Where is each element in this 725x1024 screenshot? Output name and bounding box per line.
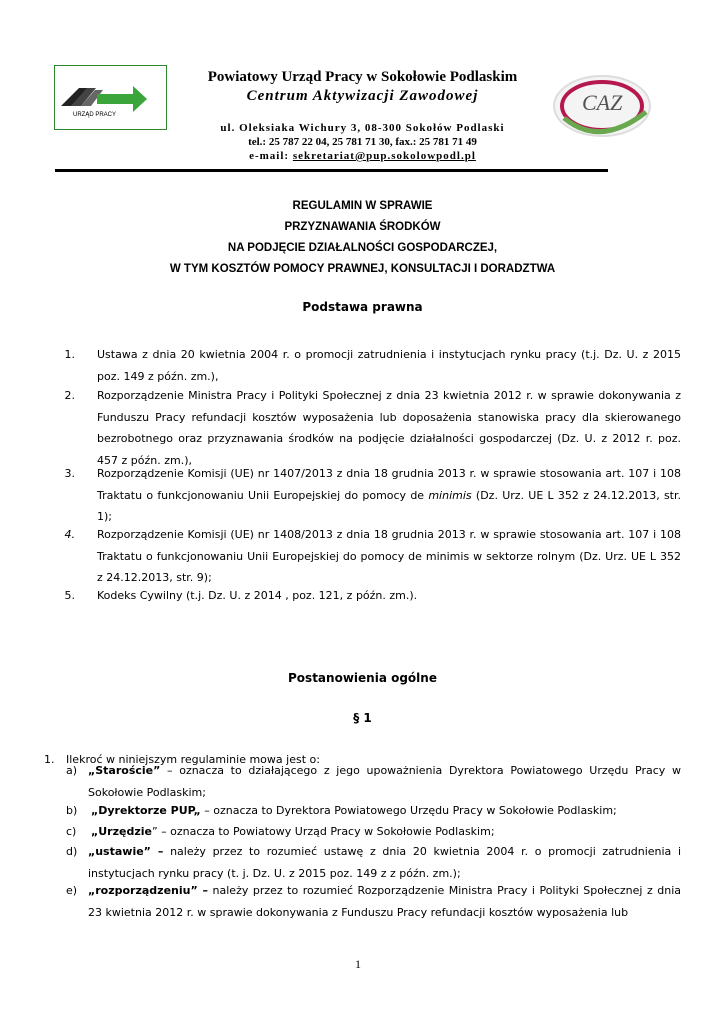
page-number: 1: [355, 957, 361, 971]
logo-text: URZĄD PRACY: [73, 112, 117, 118]
phones: tel.: 25 787 22 04, 25 781 71 30, fax.: 25 781 71 49: [248, 136, 477, 148]
definition-urzad: „Urzędzie” – oznacza to Powiatowy Urząd Pracy w Sokołowie Podlaskim;: [91, 825, 495, 838]
title-line-4: W TYM KOSZTÓW POMOCY PRAWNEJ, KONSULTACJI I DORADZTWA: [169, 263, 556, 275]
intro-number: 1.: [44, 753, 55, 766]
def-letter: d): [66, 845, 78, 858]
urzad-pracy-logo: [54, 65, 167, 130]
legal-item-1: Ustawa z dnia 20 kwietnia 2004 r. o promocji zatrudnienia i instytucjach rynku pracy (t.j. Dz. U. z 2015 poz. 149 z późn. zm.),: [97, 348, 681, 383]
definition-ustawa: „ustawie” – należy przez to rozumieć ustawę z dnia 20 kwietnia 2004 r. o promocji zatrudnienia i instytucjach rynku pracy (t. j. Dz. U. z 2015 poz. 149 z z późn. zm.);: [88, 845, 682, 880]
definition-dyrektor: „Dyrektorze PUP„ – oznacza to Dyrektora Powiatowego Urzędu Pracy w Sokołowie Podlaskim;: [91, 804, 617, 817]
title-line-3: NA PODJĘCIE DZIAŁALNOŚCI GOSPODARCZEJ,: [227, 242, 498, 254]
address: ul. Oleksiaka Wichury 3, 08-300 Sokołów Podlaski: [220, 122, 505, 134]
header-divider: [55, 169, 608, 172]
def-letter: b): [66, 804, 78, 817]
general-heading: Postanowienia ogólne: [288, 671, 437, 685]
list-number: 1.: [64, 348, 75, 361]
email-line: [180, 150, 545, 162]
list-number: 5.: [64, 589, 75, 602]
caz-text: CAZ: [582, 90, 623, 115]
org-name: Powiatowy Urząd Pracy w Sokołowie Podlaskim: [207, 69, 518, 85]
caz-logo: [550, 68, 658, 148]
legal-basis-heading: Podstawa prawna: [302, 300, 423, 314]
def-letter: a): [66, 764, 78, 777]
definition-starosta: „Staroście” – oznacza to działającego z jego upoważnienia Dyrektora Powiatowego Urzędu Pracy w Sokołowie Podlaskim;: [88, 764, 681, 799]
list-number: 3.: [64, 467, 75, 480]
intro-text: Ilekroć w niniejszym regulaminie mowa jest o:: [66, 753, 320, 766]
paragraph-sign: § 1: [353, 711, 372, 725]
email-link[interactable]: sekretariat@pup.sokolowpodl.pl: [292, 150, 476, 162]
def-letter: e): [66, 884, 78, 897]
document-title: [55, 196, 670, 280]
legal-item-5: Kodeks Cywilny (t.j. Dz. U. z 2014 , poz. 121, z późn. zm.).: [97, 589, 418, 602]
list-number: 4.: [64, 528, 75, 541]
legal-item-4: Rozporządzenie Komisji (UE) nr 1408/2013 z dnia 18 grudnia 2013 r. w sprawie stosowania art. 107 i 108 Traktatu o funkcjonowaniu Unii Europejskiej do pomocy de minimis w sektorze rolnym (Dz. Urz. UE L 352 z 24.12.2013, str. 9);: [97, 528, 681, 584]
legal-item-2: Rozporządzenie Ministra Pracy i Polityki Społecznej z dnia 23 kwietnia 2012 r. w sprawie dokonywania z Funduszu Pracy refundacji kosztów wyposażenia lub doposażenia stanowiska pracy dla skierowanego bezrobotnego oraz przyznawania środków na podjęcie działalności gospodarczej (Dz. U. z 2012 r. poz. 457 z późn. zm.),: [97, 389, 681, 467]
logo-arrows-icon: [55, 66, 166, 129]
list-number: 2.: [64, 389, 75, 402]
legal-item-3: Rozporządzenie Komisji (UE) nr 1407/2013 z dnia 18 grudnia 2013 r. w sprawie stosowania art. 107 i 108 Traktatu o funkcjonowaniu Unii Europejskiej do pomocy de minimis (Dz. Urz. UE L 352 z 24.12.2013, str. 1);: [97, 467, 681, 523]
center-name: Centrum Aktywizacji Zawodowej: [246, 88, 479, 104]
title-line-2: PRZYZNAWANIA ŚRODKÓW: [284, 221, 441, 233]
title-line-1: REGULAMIN W SPRAWIE: [292, 200, 433, 212]
def-letter: c): [66, 825, 77, 838]
email-label: e-mail:: [249, 150, 293, 162]
definition-rozporzadzenie: „rozporządzeniu” – należy przez to rozumieć Rozporządzenie Ministra Pracy i Polityki Społecznej z dnia 23 kwietnia 2012 r. w sprawie dokonywania z Funduszu Pracy refundacji kosztów wyposażenia lub: [88, 884, 681, 919]
